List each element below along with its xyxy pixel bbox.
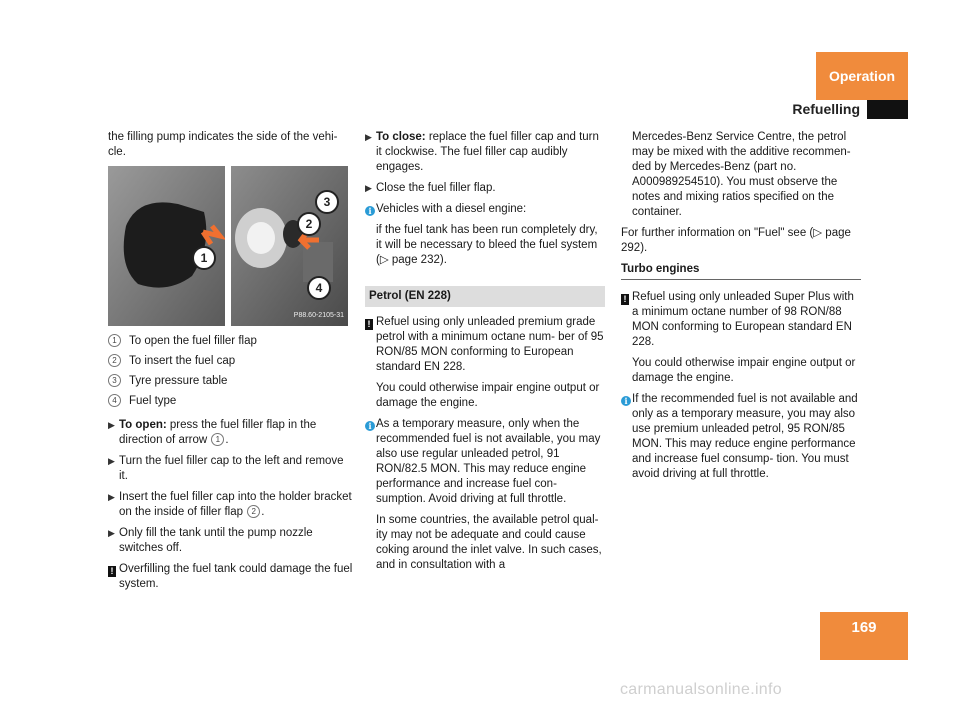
turbo-info-note xyxy=(621,392,861,482)
figure-reference: P88.60-2105-31 xyxy=(293,312,344,319)
section-marker xyxy=(867,100,908,119)
note-title: Vehicles with a diesel engine: xyxy=(376,203,527,215)
warning-text-2: You could otherwise impair engine output or damage the engine. xyxy=(632,357,856,384)
figure-panel-right xyxy=(231,166,348,326)
info-icon: i xyxy=(621,394,631,409)
step-label: To close: xyxy=(376,131,426,143)
legend-number: 1 xyxy=(108,334,121,347)
diesel-info-note xyxy=(365,202,605,268)
note-text: As a temporary measure, only when the recommended fuel is not available, you may also use regular unleaded petrol, 91 RON/82.5 MON. This may reduce engine performance and increase fuel con- sumption. Avoid driving at full throttle. xyxy=(376,418,601,505)
legend-item xyxy=(108,394,353,409)
step-open xyxy=(108,418,353,448)
intro-text: the filling pump indicates the side of the vehi- cle. xyxy=(108,131,338,158)
step-fill xyxy=(108,526,353,556)
note-text-2: In some countries, the available petrol qual- ity may not be adequate and could cause coking around the inlet valve. In such cases, and in consultation with a xyxy=(376,514,602,571)
step-end: . xyxy=(225,434,229,446)
legend-text: To open the fuel filler flap xyxy=(129,335,257,347)
note-text xyxy=(376,223,605,268)
column-2 xyxy=(365,130,605,579)
callout-2: 2 xyxy=(297,212,321,236)
warning-icon: ! xyxy=(108,564,116,579)
step-text: Only fill the tank until the pump nozzle switches off. xyxy=(119,527,313,554)
legend-number: 4 xyxy=(108,394,121,407)
legend-number: 3 xyxy=(108,374,121,387)
legend-text: Tyre pressure table xyxy=(129,375,228,387)
bullet-arrow-icon: ▶ xyxy=(365,183,372,193)
callout-1: 1 xyxy=(192,246,216,270)
warning-text: Refuel using only unleaded Super Plus with a minimum octane number of 98 RON/88 MON conforming to European standard EN 228. xyxy=(632,291,854,348)
bullet-arrow-icon: ▶ xyxy=(108,528,115,538)
warning-text-2: You could otherwise impair engine output or damage the engine. xyxy=(376,382,600,409)
bullet-arrow-icon: ▶ xyxy=(108,492,115,502)
warning-text: Refuel using only unleaded premium grade petrol with a minimum octane num- ber of 95 RON/85 MON conforming to European standard EN 228. xyxy=(376,316,604,373)
figure-panel-left xyxy=(108,166,225,326)
note-text: If the recommended fuel is not available and only as a temporary measure, you may also use premium unleaded petrol, 95 RON/85 MON. This may reduce engine performance and increase fuel consump- tion. You must avoid driving at full throttle. xyxy=(632,393,858,480)
page-ref-arrow-icon: ▷ xyxy=(813,227,826,239)
legend-item xyxy=(108,334,353,349)
bullet-arrow-icon: ▶ xyxy=(108,456,115,466)
step-holder xyxy=(108,490,353,520)
further-text: For further information on "Fuel" see ( xyxy=(621,227,814,239)
note-body: if the fuel tank has been run completely dry, it will be necessary to bleed the fuel system ( xyxy=(376,224,598,266)
legend-item xyxy=(108,374,353,389)
column-3 xyxy=(621,130,861,488)
fuel-filler-figure xyxy=(108,166,348,326)
step-close xyxy=(365,130,605,175)
info-icon: i xyxy=(365,204,375,219)
further-info xyxy=(621,226,861,256)
inline-ref-number: 2 xyxy=(247,505,260,518)
turbo-heading: Turbo engines xyxy=(621,262,861,280)
petrol-warning xyxy=(365,315,605,411)
bullet-arrow-icon: ▶ xyxy=(365,132,372,142)
step-label: To open: xyxy=(119,419,167,431)
callout-4: 4 xyxy=(307,276,331,300)
step-text: Insert the fuel filler cap into the holder bracket on the inside of filler flap xyxy=(119,491,352,518)
step-text: press the fuel filler flap in the direction of arrow xyxy=(119,419,317,446)
page-reference[interactable]: page 292 xyxy=(621,227,851,254)
legend-text: Fuel type xyxy=(129,395,177,407)
page-ref-arrow-icon: ▷ xyxy=(379,254,392,266)
petrol-heading: Petrol (EN 228) xyxy=(365,286,605,307)
warning-icon: ! xyxy=(621,292,629,307)
chapter-tab: Operation xyxy=(816,52,908,100)
step-remove-cap xyxy=(108,454,353,484)
step-text: Close the fuel filler flap. xyxy=(376,182,496,194)
page-reference[interactable]: page 232 xyxy=(391,254,440,266)
step-text: replace the fuel filler cap and turn it clockwise. The fuel filler cap audibly engages. xyxy=(376,131,599,173)
step-close-flap xyxy=(365,181,605,196)
temporary-info-note xyxy=(365,417,605,573)
continued-text: Mercedes-Benz Service Centre, the petrol may be mixed with the additive recommen- ded by Mercedes-Benz (part no. A000989254510). You must observe the notes and mixing ratios specified on the container. xyxy=(632,131,851,218)
legend-text: To insert the fuel cap xyxy=(129,355,236,367)
page-number: 169 xyxy=(820,612,908,660)
warning-icon: ! xyxy=(365,317,373,332)
legend-item xyxy=(108,354,353,369)
info-icon: i xyxy=(365,419,375,434)
watermark: carmanualsonline.info xyxy=(620,681,782,698)
step-text: Turn the fuel filler cap to the left and remove it. xyxy=(119,455,344,482)
callout-3: 3 xyxy=(315,190,339,214)
further-end: ). xyxy=(640,242,648,254)
legend-number: 2 xyxy=(108,354,121,367)
section-title: Refuelling xyxy=(792,101,860,117)
note-end: ). xyxy=(439,254,447,266)
inline-ref-number: 1 xyxy=(211,433,224,446)
bullet-arrow-icon: ▶ xyxy=(108,420,115,430)
warning-note xyxy=(108,562,353,592)
column-1 xyxy=(108,130,353,598)
turbo-warning xyxy=(621,290,861,386)
step-end: . xyxy=(261,506,265,518)
warning-text: Overfilling the fuel tank could damage the fuel system. xyxy=(119,563,353,590)
